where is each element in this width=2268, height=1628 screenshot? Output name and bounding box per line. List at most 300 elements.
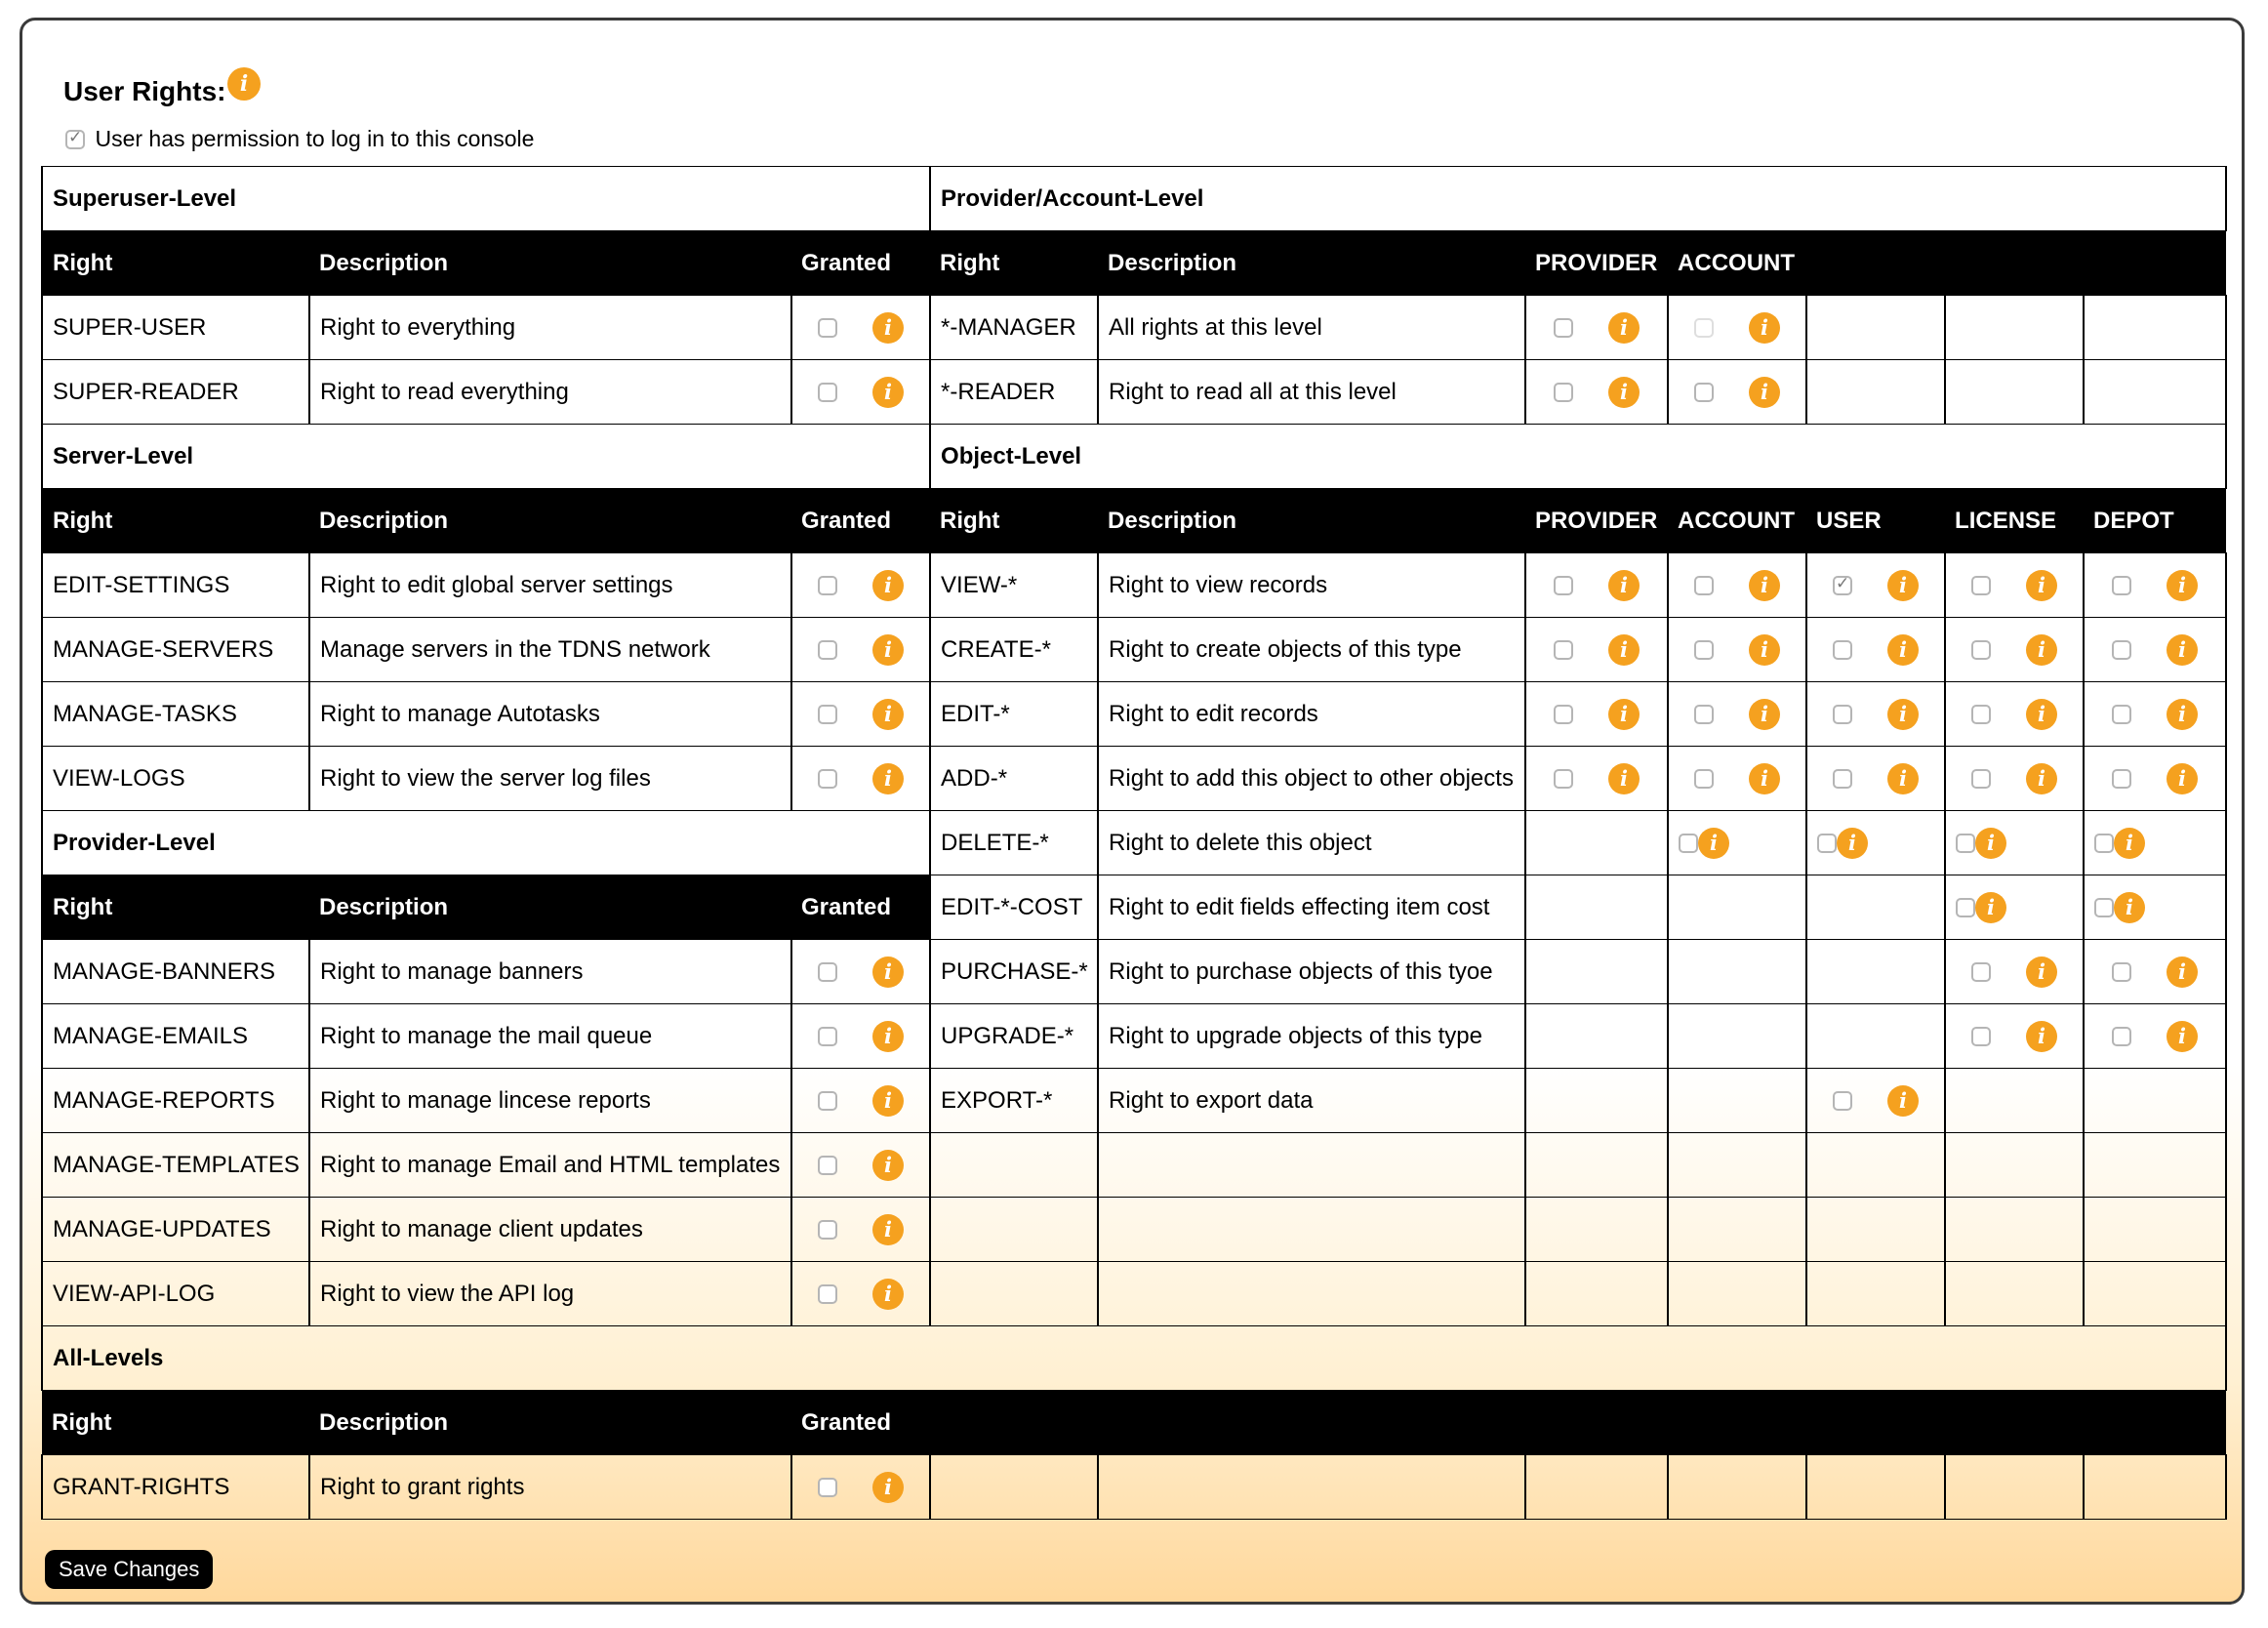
granted-cell — [791, 1004, 930, 1069]
info-icon[interactable]: i — [1975, 828, 2006, 859]
granted-cell — [791, 618, 930, 682]
account-checkbox[interactable] — [1694, 769, 1714, 789]
right-name: DELETE-* — [930, 811, 1098, 875]
table-row — [42, 296, 2226, 360]
column-header-right: Right — [42, 231, 309, 296]
license-cell — [1945, 682, 2084, 747]
info-icon[interactable]: i — [1749, 570, 1780, 601]
empty-cell — [1098, 1455, 1525, 1520]
granted-checkbox[interactable] — [818, 640, 837, 660]
granted-cell — [791, 1133, 930, 1198]
granted-cell — [791, 360, 930, 425]
info-icon[interactable]: i — [2026, 699, 2057, 730]
right-name: EDIT-*-COST — [930, 875, 1098, 940]
right-name: MANAGE-TEMPLATES — [42, 1133, 309, 1198]
provider-checkbox[interactable] — [1554, 705, 1573, 724]
empty-cell — [1945, 1262, 2084, 1326]
empty-cell — [1098, 1198, 1525, 1262]
table-row — [42, 618, 2226, 682]
info-icon[interactable]: i — [872, 377, 904, 408]
right-description: Right to manage lincese reports — [309, 1069, 791, 1133]
account-cell — [1668, 875, 1806, 940]
right-name: VIEW-* — [930, 553, 1098, 618]
user-cell — [1806, 875, 1945, 940]
title-row — [63, 67, 249, 116]
info-icon[interactable]: i — [872, 1150, 904, 1181]
info-icon[interactable]: i — [2026, 763, 2057, 794]
info-icon[interactable]: i — [1608, 763, 1640, 794]
save-changes-button[interactable]: Save Changes — [45, 1550, 213, 1589]
right-name: MANAGE-EMAILS — [42, 1004, 309, 1069]
table-row — [42, 489, 2226, 553]
right-description: Right to manage banners — [309, 940, 791, 1004]
right-name: VIEW-API-LOG — [42, 1262, 309, 1326]
account-checkbox[interactable] — [1694, 576, 1714, 595]
info-icon[interactable]: i — [872, 1021, 904, 1052]
info-icon[interactable]: i — [872, 1085, 904, 1117]
info-icon[interactable]: i — [872, 1214, 904, 1245]
empty-cell — [1525, 1198, 1668, 1262]
right-name: SUPER-USER — [42, 296, 309, 360]
empty-cell — [1806, 1133, 1945, 1198]
provider-cell — [1525, 682, 1668, 747]
column-header-empty — [2084, 231, 2226, 296]
right-name: EDIT-* — [930, 682, 1098, 747]
table-row — [42, 1455, 2226, 1520]
right-description: Right to edit global server settings — [309, 553, 791, 618]
provider-cell — [1525, 296, 1668, 360]
info-icon[interactable]: i — [872, 763, 904, 794]
license-checkbox[interactable] — [1971, 1027, 1991, 1046]
table-row — [42, 747, 2226, 811]
info-icon[interactable]: i — [227, 67, 261, 101]
right-description: Right to create objects of this type — [1098, 618, 1525, 682]
column-header-empty — [1945, 231, 2084, 296]
license-checkbox[interactable] — [1971, 962, 1991, 982]
depot-cell — [2084, 296, 2226, 360]
empty-cell — [1668, 1455, 1806, 1520]
license-cell — [1945, 360, 2084, 425]
right-name: *-MANAGER — [930, 296, 1098, 360]
account-cell — [1668, 296, 1806, 360]
info-icon[interactable]: i — [1749, 377, 1780, 408]
right-description: Right to upgrade objects of this type — [1098, 1004, 1525, 1069]
table-row — [42, 1198, 2226, 1262]
right-description: Manage servers in the TDNS network — [309, 618, 791, 682]
provider-checkbox[interactable] — [1554, 576, 1573, 595]
account-cell — [1668, 1069, 1806, 1133]
right-description: Right to manage client updates — [309, 1198, 791, 1262]
right-name: CREATE-* — [930, 618, 1098, 682]
account-cell — [1668, 360, 1806, 425]
info-icon[interactable]: i — [1608, 312, 1640, 344]
column-header-right: Right — [42, 489, 309, 553]
info-icon[interactable]: i — [2167, 956, 2198, 988]
depot-cell — [2084, 811, 2226, 875]
empty-cell — [1668, 1198, 1806, 1262]
account-cell — [1668, 811, 1806, 875]
info-icon[interactable]: i — [1698, 828, 1729, 859]
info-icon[interactable]: i — [1749, 763, 1780, 794]
info-icon[interactable]: i — [1837, 828, 1868, 859]
granted-checkbox[interactable] — [818, 1156, 837, 1175]
provider-cell — [1525, 747, 1668, 811]
provider-checkbox[interactable] — [1554, 318, 1573, 338]
info-icon[interactable]: i — [872, 570, 904, 601]
license-checkbox[interactable] — [1971, 640, 1991, 660]
column-header-description: Description — [309, 489, 791, 553]
right-description: Right to edit fields effecting item cost — [1098, 875, 1525, 940]
granted-checkbox[interactable] — [818, 318, 837, 338]
account-cell — [1668, 940, 1806, 1004]
info-icon[interactable]: i — [872, 699, 904, 730]
granted-cell — [791, 1262, 930, 1326]
provider-checkbox[interactable] — [1554, 640, 1573, 660]
depot-checkbox[interactable] — [2112, 576, 2131, 595]
empty-cell — [2084, 1133, 2226, 1198]
granted-cell — [791, 940, 930, 1004]
info-icon[interactable]: i — [872, 1472, 904, 1503]
right-description: Right to view records — [1098, 553, 1525, 618]
account-checkbox[interactable] — [1694, 640, 1714, 660]
login-permission-checkbox[interactable] — [65, 130, 85, 149]
granted-checkbox[interactable] — [818, 576, 837, 595]
column-header-right: Right — [42, 875, 309, 940]
depot-cell — [2084, 1004, 2226, 1069]
granted-cell — [791, 682, 930, 747]
table-row — [42, 875, 2226, 940]
empty-cell — [930, 1133, 1098, 1198]
column-header-provider: PROVIDER — [1525, 489, 1668, 553]
depot-cell — [2084, 875, 2226, 940]
granted-checkbox[interactable] — [818, 1091, 837, 1111]
account-cell — [1668, 1004, 1806, 1069]
granted-cell — [791, 1069, 930, 1133]
right-description: Right to edit records — [1098, 682, 1525, 747]
info-icon[interactable]: i — [1749, 634, 1780, 666]
right-description: Right to read all at this level — [1098, 360, 1525, 425]
provider-checkbox[interactable] — [1554, 383, 1573, 402]
license-cell — [1945, 940, 2084, 1004]
license-cell — [1945, 811, 2084, 875]
empty-cell — [1525, 1455, 1668, 1520]
column-header-right: Right — [930, 231, 1098, 296]
user-cell — [1806, 1069, 1945, 1133]
section-title: Object-Level — [930, 425, 2226, 489]
info-icon[interactable]: i — [872, 1279, 904, 1310]
info-icon[interactable]: i — [2026, 570, 2057, 601]
right-name: UPGRADE-* — [930, 1004, 1098, 1069]
table-row — [42, 1004, 2226, 1069]
empty-cell — [1945, 1198, 2084, 1262]
empty-cell — [930, 1262, 1098, 1326]
section-title: Provider/Account-Level — [930, 167, 2226, 231]
right-name: EDIT-SETTINGS — [42, 553, 309, 618]
provider-cell — [1525, 618, 1668, 682]
provider-cell — [1525, 875, 1668, 940]
column-header-description: Description — [1098, 489, 1525, 553]
column-header-account: ACCOUNT — [1668, 489, 1806, 553]
user-checkbox[interactable] — [1833, 769, 1852, 789]
column-header-license: LICENSE — [1945, 489, 2084, 553]
right-description: Right to grant rights — [309, 1455, 791, 1520]
right-name: VIEW-LOGS — [42, 747, 309, 811]
info-icon[interactable]: i — [872, 634, 904, 666]
column-header-granted: Granted — [791, 489, 930, 553]
info-icon[interactable]: i — [2114, 828, 2145, 859]
table-row — [42, 940, 2226, 1004]
info-icon[interactable]: i — [1608, 570, 1640, 601]
login-permission-row — [65, 126, 534, 155]
empty-cell — [1945, 1133, 2084, 1198]
info-icon[interactable]: i — [2167, 634, 2198, 666]
license-checkbox[interactable] — [1956, 898, 1975, 917]
user-cell — [1806, 553, 1945, 618]
account-checkbox[interactable] — [1694, 318, 1714, 338]
info-icon[interactable]: i — [1608, 377, 1640, 408]
info-icon[interactable]: i — [2026, 956, 2057, 988]
right-name: ADD-* — [930, 747, 1098, 811]
right-name: *-READER — [930, 360, 1098, 425]
granted-checkbox[interactable] — [818, 769, 837, 789]
depot-checkbox[interactable] — [2112, 640, 2131, 660]
empty-cell — [1098, 1133, 1525, 1198]
table-row — [42, 1391, 2226, 1455]
right-description: Right to view the API log — [309, 1262, 791, 1326]
table-row — [42, 553, 2226, 618]
table-row — [42, 1262, 2226, 1326]
table-row — [42, 811, 2226, 875]
right-name: MANAGE-UPDATES — [42, 1198, 309, 1262]
rights-table — [41, 166, 2227, 1520]
depot-cell — [2084, 940, 2226, 1004]
license-cell — [1945, 1069, 2084, 1133]
info-icon[interactable]: i — [2114, 892, 2145, 923]
license-cell — [1945, 1004, 2084, 1069]
depot-cell — [2084, 553, 2226, 618]
table-row — [42, 231, 2226, 296]
user-cell — [1806, 940, 1945, 1004]
right-description: Right to everything — [309, 296, 791, 360]
table-row — [42, 360, 2226, 425]
right-description: Right to add this object to other objects — [1098, 747, 1525, 811]
granted-cell — [791, 296, 930, 360]
granted-checkbox[interactable] — [818, 383, 837, 402]
right-name: MANAGE-TASKS — [42, 682, 309, 747]
granted-cell — [791, 553, 930, 618]
info-icon[interactable]: i — [1887, 1085, 1919, 1117]
right-name: MANAGE-BANNERS — [42, 940, 309, 1004]
user-checkbox[interactable] — [1817, 834, 1837, 853]
column-header-description: Description — [309, 231, 791, 296]
depot-cell — [2084, 360, 2226, 425]
info-icon[interactable]: i — [1887, 763, 1919, 794]
info-icon[interactable]: i — [1887, 699, 1919, 730]
info-icon[interactable]: i — [2167, 1021, 2198, 1052]
user-cell — [1806, 747, 1945, 811]
login-permission-label: User has permission to log in to this console — [95, 126, 535, 151]
info-icon[interactable]: i — [1608, 634, 1640, 666]
table-row — [42, 682, 2226, 747]
right-description: Right to delete this object — [1098, 811, 1525, 875]
column-header-description: Description — [1098, 231, 1525, 296]
account-checkbox[interactable] — [1679, 834, 1698, 853]
column-header-right: Right — [930, 489, 1098, 553]
table-row — [42, 1069, 2226, 1133]
table-row — [42, 1133, 2226, 1198]
right-description: Right to view the server log files — [309, 747, 791, 811]
info-icon[interactable]: i — [2167, 699, 2198, 730]
license-checkbox[interactable] — [1971, 769, 1991, 789]
right-name: SUPER-READER — [42, 360, 309, 425]
depot-checkbox[interactable] — [2112, 705, 2131, 724]
right-description: Right to manage the mail queue — [309, 1004, 791, 1069]
depot-checkbox[interactable] — [2112, 769, 2131, 789]
column-header-right: Right — [42, 1391, 309, 1455]
section-title: Provider-Level — [42, 811, 930, 875]
right-name: EXPORT-* — [930, 1069, 1098, 1133]
account-checkbox[interactable] — [1694, 705, 1714, 724]
granted-checkbox[interactable] — [818, 962, 837, 982]
user-cell — [1806, 1004, 1945, 1069]
column-header-depot: DEPOT — [2084, 489, 2226, 553]
table-row — [42, 1326, 2226, 1391]
account-cell — [1668, 747, 1806, 811]
empty-cell — [930, 1198, 1098, 1262]
table-row — [42, 425, 2226, 489]
empty-cell — [1806, 1262, 1945, 1326]
column-header-granted: Granted — [791, 1391, 930, 1455]
info-icon[interactable]: i — [1749, 699, 1780, 730]
section-title: All-Levels — [42, 1326, 2226, 1391]
right-description: Right to read everything — [309, 360, 791, 425]
user-cell — [1806, 811, 1945, 875]
empty-cell — [1806, 1198, 1945, 1262]
user-cell — [1806, 682, 1945, 747]
right-name: MANAGE-SERVERS — [42, 618, 309, 682]
page-title: User Rights: — [63, 76, 226, 106]
info-icon[interactable]: i — [872, 312, 904, 344]
provider-cell — [1525, 1004, 1668, 1069]
empty-cell — [2084, 1455, 2226, 1520]
info-icon[interactable]: i — [1608, 699, 1640, 730]
right-name: GRANT-RIGHTS — [42, 1455, 309, 1520]
empty-cell — [1098, 1262, 1525, 1326]
license-cell — [1945, 553, 2084, 618]
depot-checkbox[interactable] — [2112, 1027, 2131, 1046]
info-icon[interactable]: i — [872, 956, 904, 988]
depot-cell — [2084, 1069, 2226, 1133]
info-icon[interactable]: i — [2167, 570, 2198, 601]
info-icon[interactable]: i — [1887, 634, 1919, 666]
depot-checkbox[interactable] — [2094, 834, 2114, 853]
column-header-granted: Granted — [791, 231, 930, 296]
account-cell — [1668, 618, 1806, 682]
license-cell — [1945, 296, 2084, 360]
depot-checkbox[interactable] — [2112, 962, 2131, 982]
column-header-empty — [930, 1391, 2226, 1455]
column-header-description: Description — [309, 1391, 791, 1455]
column-header-provider: PROVIDER — [1525, 231, 1668, 296]
info-icon[interactable]: i — [1975, 892, 2006, 923]
depot-cell — [2084, 618, 2226, 682]
column-header-empty — [1806, 231, 1945, 296]
user-checkbox[interactable] — [1833, 576, 1852, 595]
license-checkbox[interactable] — [1971, 576, 1991, 595]
granted-checkbox[interactable] — [818, 1478, 837, 1497]
empty-cell — [930, 1455, 1098, 1520]
empty-cell — [1668, 1262, 1806, 1326]
right-description: All rights at this level — [1098, 296, 1525, 360]
provider-cell — [1525, 811, 1668, 875]
user-checkbox[interactable] — [1833, 705, 1852, 724]
section-title: Superuser-Level — [42, 167, 930, 231]
granted-cell — [791, 1455, 930, 1520]
granted-cell — [791, 747, 930, 811]
license-cell — [1945, 747, 2084, 811]
granted-checkbox[interactable] — [818, 1284, 837, 1304]
provider-cell — [1525, 940, 1668, 1004]
column-header-description: Description — [309, 875, 791, 940]
depot-checkbox[interactable] — [2094, 898, 2114, 917]
column-header-account: ACCOUNT — [1668, 231, 1806, 296]
info-icon[interactable]: i — [1749, 312, 1780, 344]
depot-cell — [2084, 747, 2226, 811]
empty-cell — [1525, 1262, 1668, 1326]
right-name: PURCHASE-* — [930, 940, 1098, 1004]
empty-cell — [2084, 1198, 2226, 1262]
account-cell — [1668, 553, 1806, 618]
license-checkbox[interactable] — [1971, 705, 1991, 724]
right-description: Right to manage Email and HTML templates — [309, 1133, 791, 1198]
granted-checkbox[interactable] — [818, 705, 837, 724]
info-icon[interactable]: i — [1887, 570, 1919, 601]
info-icon[interactable]: i — [2026, 1021, 2057, 1052]
account-cell — [1668, 682, 1806, 747]
license-checkbox[interactable] — [1956, 834, 1975, 853]
empty-cell — [2084, 1262, 2226, 1326]
right-description: Right to export data — [1098, 1069, 1525, 1133]
right-description: Right to manage Autotasks — [309, 682, 791, 747]
user-checkbox[interactable] — [1833, 1091, 1852, 1111]
provider-checkbox[interactable] — [1554, 769, 1573, 789]
section-title: Server-Level — [42, 425, 930, 489]
granted-checkbox[interactable] — [818, 1027, 837, 1046]
table-row — [42, 167, 2226, 231]
info-icon[interactable]: i — [2026, 634, 2057, 666]
granted-checkbox[interactable] — [818, 1220, 837, 1240]
empty-cell — [1668, 1133, 1806, 1198]
info-icon[interactable]: i — [2167, 763, 2198, 794]
depot-cell — [2084, 682, 2226, 747]
license-cell — [1945, 618, 2084, 682]
empty-cell — [1806, 1455, 1945, 1520]
provider-cell — [1525, 360, 1668, 425]
user-cell — [1806, 296, 1945, 360]
user-cell — [1806, 360, 1945, 425]
license-cell — [1945, 875, 2084, 940]
right-description: Right to purchase objects of this tyoe — [1098, 940, 1525, 1004]
account-checkbox[interactable] — [1694, 383, 1714, 402]
user-cell — [1806, 618, 1945, 682]
provider-cell — [1525, 553, 1668, 618]
right-name: MANAGE-REPORTS — [42, 1069, 309, 1133]
granted-cell — [791, 1198, 930, 1262]
column-header-granted: Granted — [791, 875, 930, 940]
empty-cell — [1525, 1133, 1668, 1198]
empty-cell — [1945, 1455, 2084, 1520]
user-checkbox[interactable] — [1833, 640, 1852, 660]
